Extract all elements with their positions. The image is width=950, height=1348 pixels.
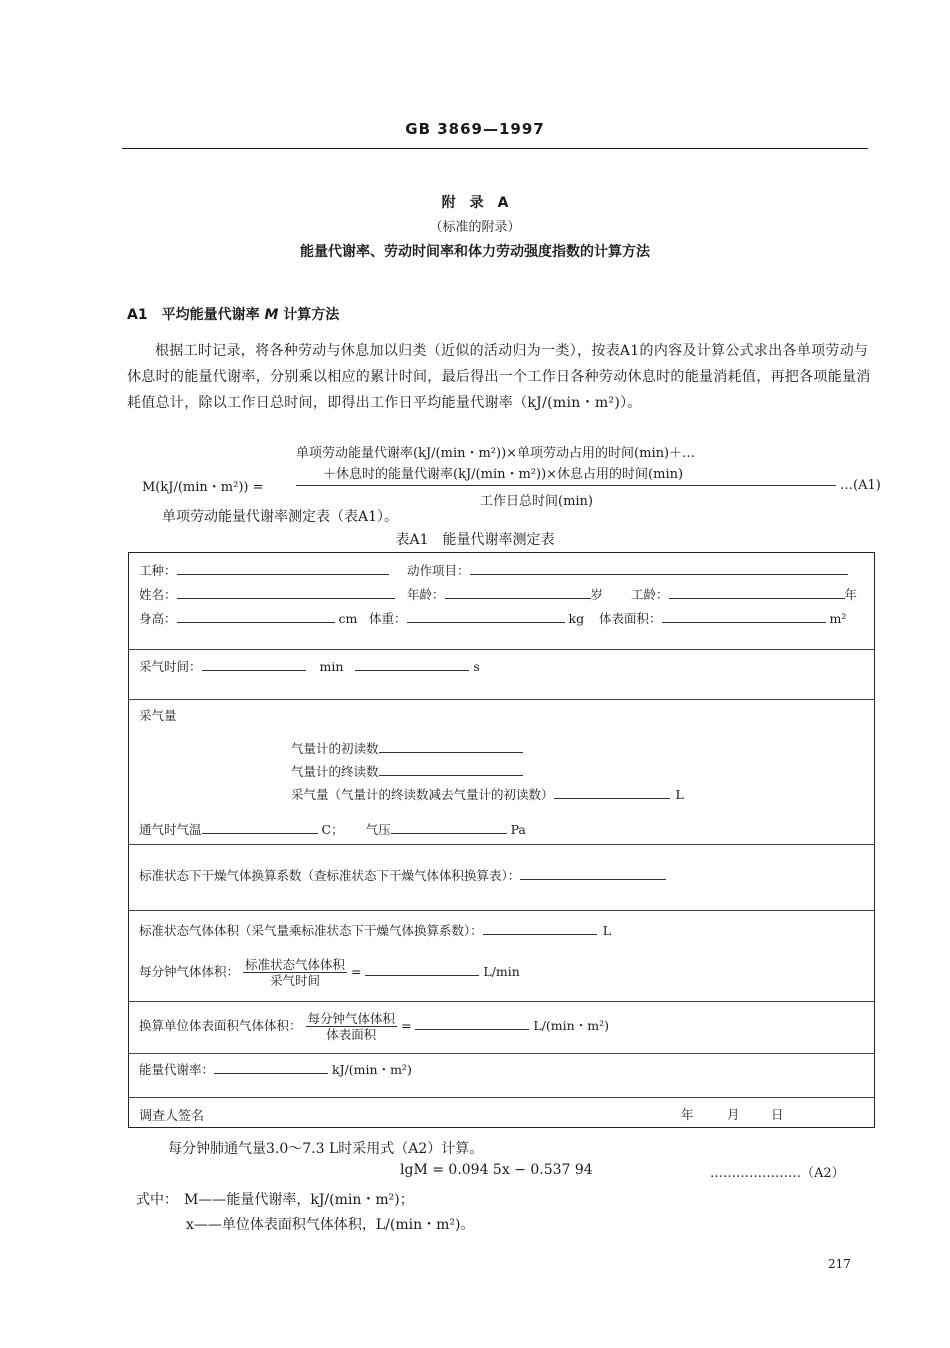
unit-s: s bbox=[473, 659, 480, 674]
blank-height bbox=[177, 610, 335, 623]
metabolic-rate-table bbox=[128, 552, 875, 1128]
section-a1-paragraph: 根据工时记录，将各种劳动与休息加以归类（近似的活动归为一类），按表A1的内容及计算公式求出各单项劳动与休息时的能量代谢率，分别乘以相应的累计时间，最后得出一个工作日各种劳动休息时的能量消耗值，再把各项能量消耗值总计，除以工作日总时间，即得出工作日平均能量代谢率（kJ/(min・m²)）。 bbox=[127, 343, 871, 411]
label-vent-temp: 通气时气温 bbox=[139, 822, 202, 837]
blank-std-volume bbox=[483, 922, 597, 935]
unit-work-years: 年 bbox=[844, 587, 858, 602]
table-divider bbox=[129, 910, 874, 911]
blank-action-item bbox=[470, 562, 848, 575]
blank-age bbox=[445, 586, 591, 599]
formula-a2: lgM = 0.094 5x − 0.537 94 bbox=[400, 1162, 593, 1178]
frac1-numerator: 标准状态气体体积 bbox=[245, 957, 346, 972]
row-height bbox=[139, 609, 357, 627]
unit-kj: kJ/(min・m²) bbox=[332, 1062, 412, 1077]
unit-l-per-min-m2: L/(min・m²) bbox=[533, 1018, 609, 1033]
label-weight: 体重： bbox=[369, 611, 407, 626]
formula-a1-numerator-2: ＋休息时的能量代谢率(kJ/(min・m²))×休息占用的时间(min) bbox=[323, 467, 684, 482]
ventilation-note: 每分钟肺通气量3.0～7.3 L时采用式（A2）计算。 bbox=[168, 1141, 484, 1157]
label-gas-volume: 采气量 bbox=[139, 708, 177, 723]
blank-gas-volume-calc bbox=[554, 786, 670, 799]
blank-weight bbox=[407, 610, 565, 623]
row-vent-temp bbox=[139, 820, 526, 838]
row-meter-initial bbox=[291, 739, 523, 757]
formula-a1-tag: …(A1) bbox=[840, 478, 881, 493]
unit-l: L bbox=[602, 923, 612, 938]
section-a1-heading-var: M bbox=[264, 307, 279, 323]
blank-conv-volume bbox=[415, 1017, 529, 1030]
row-std-coeff bbox=[139, 866, 666, 884]
where-label: 式中： bbox=[136, 1192, 178, 1208]
table-divider bbox=[129, 1001, 874, 1002]
blank-work-type bbox=[177, 562, 389, 575]
label-meter-final: 气量计的终读数 bbox=[291, 764, 379, 779]
label-meter-initial: 气量计的初读数 bbox=[291, 741, 379, 756]
unit-pa: Pa bbox=[510, 822, 526, 837]
row-conv-volume: 换算单位体表面积气体体积： $\frac{\text{每分钟气体体积}}{\text{体表面积}}$ = L/(min・m²) bbox=[139, 1011, 609, 1042]
table-divider bbox=[129, 699, 874, 700]
label-action-item: 动作项目： bbox=[407, 563, 470, 578]
frac2-numerator: 每分钟气体体积 bbox=[307, 1011, 396, 1026]
label-gas-volume-calc: 采气量（气量计的终读数减去气量计的初读数） bbox=[291, 787, 554, 802]
blank-work-years bbox=[669, 586, 845, 599]
blank-meter-final bbox=[379, 763, 523, 776]
table-divider bbox=[129, 1053, 874, 1054]
row-weight bbox=[369, 609, 584, 627]
formula-a1-numerator-1: 单项劳动能量代谢率(kJ/(min・m²))×单项劳动占用的时间(min)＋… bbox=[296, 446, 696, 461]
blank-vent-temp bbox=[202, 821, 318, 834]
label-sampling-time: 采气时间： bbox=[139, 659, 202, 674]
unit-l: L bbox=[675, 787, 684, 802]
label-body-area: 体表面积： bbox=[599, 611, 662, 626]
row-sampling-time bbox=[139, 657, 480, 675]
formula-a1-lhs: M(kJ/(min・m²)) = bbox=[142, 480, 264, 495]
blank-std-coeff bbox=[520, 867, 666, 880]
row-age bbox=[407, 585, 603, 603]
table-divider bbox=[129, 844, 874, 845]
blank-pressure bbox=[391, 821, 507, 834]
unit-height: cm bbox=[338, 611, 358, 626]
unit-min: min bbox=[319, 659, 344, 674]
appendix-subtitle: （标准的附录） bbox=[429, 220, 521, 235]
label-name: 姓名： bbox=[139, 587, 177, 602]
formula-a1-denominator: 工作日总时间(min) bbox=[480, 494, 594, 509]
row-meter-final bbox=[291, 762, 523, 780]
appendix-title: 附 录 A bbox=[441, 195, 509, 211]
label-month: 月 bbox=[727, 1107, 740, 1122]
blank-meter-initial bbox=[379, 740, 523, 753]
unit-weight: kg bbox=[568, 611, 585, 626]
blank-per-min-volume bbox=[365, 963, 479, 976]
appendix-heading: 能量代谢率、劳动时间率和体力劳动强度指数的计算方法 bbox=[300, 244, 650, 260]
table-intro: 单项劳动能量代谢率测定表（表A1）。 bbox=[162, 509, 399, 525]
unit-l-per-min: L/min bbox=[483, 964, 520, 979]
section-a1-heading-prefix: A1 平均能量代谢率 bbox=[127, 307, 260, 323]
label-std-volume: 标准状态气体体积（采气量乘标准状态下干燥气体换算系数）： bbox=[139, 923, 483, 938]
row-gas-volume-calc bbox=[291, 785, 684, 803]
fraction-conv bbox=[306, 1011, 398, 1042]
label-pressure: 气压 bbox=[365, 822, 391, 837]
label-age: 年龄： bbox=[407, 587, 445, 602]
label-investigator: 调查人签名 bbox=[139, 1109, 205, 1124]
table-divider bbox=[129, 1097, 874, 1098]
header-rule bbox=[122, 148, 868, 149]
blank-metabolic-rate bbox=[214, 1061, 328, 1074]
formula-a1-fraction-bar bbox=[296, 485, 836, 486]
definition-m: M——能量代谢率，kJ/(min・m²)； bbox=[184, 1192, 414, 1208]
label-day: 日 bbox=[771, 1107, 784, 1122]
label-work-years: 工龄： bbox=[631, 587, 669, 602]
label-per-min-volume: 每分钟气体体积： bbox=[139, 964, 240, 979]
unit-age: 岁 bbox=[590, 587, 604, 602]
row-per-min-volume: 每分钟气体体积： $\frac{\text{标准状态气体体积}}{\text{采气时间}}$ = L/min bbox=[139, 957, 520, 988]
blank-name bbox=[177, 586, 395, 599]
label-work-type: 工种： bbox=[139, 563, 177, 578]
row-name bbox=[139, 585, 395, 603]
table-divider bbox=[129, 649, 874, 650]
definition-x: x——单位体表面积气体体积，L/(min・m²)。 bbox=[186, 1217, 475, 1233]
unit-body-area: m² bbox=[829, 611, 847, 626]
label-std-coeff: 标准状态下干燥气体换算系数（查标准状态下干燥气体体积换算表）： bbox=[139, 868, 521, 883]
row-work-years bbox=[631, 585, 857, 603]
unit-c: C； bbox=[321, 822, 344, 837]
blank-sampling-min bbox=[202, 658, 306, 671]
label-conv-volume: 换算单位体表面积气体体积： bbox=[139, 1018, 302, 1033]
label-metabolic-rate: 能量代谢率： bbox=[139, 1062, 215, 1077]
formula-a2-tag: …………………（A2） bbox=[710, 1166, 845, 1181]
label-height: 身高： bbox=[139, 611, 177, 626]
table-caption: 表A1 能量代谢率测定表 bbox=[395, 532, 555, 548]
row-metabolic-rate bbox=[139, 1060, 412, 1078]
standard-number: GB 3869—1997 bbox=[405, 120, 545, 138]
row-std-volume bbox=[139, 921, 611, 939]
blank-body-area bbox=[662, 610, 826, 623]
row-work-type bbox=[139, 561, 389, 579]
row-body-area bbox=[599, 609, 846, 627]
fraction-per-min bbox=[243, 957, 347, 988]
page-number: 217 bbox=[828, 1257, 851, 1271]
section-a1-heading-suffix: 计算方法 bbox=[283, 307, 340, 323]
frac2-denominator: 体表面积 bbox=[326, 1027, 377, 1042]
section-a1-heading bbox=[127, 304, 339, 324]
frac1-denominator: 采气时间 bbox=[270, 973, 321, 988]
blank-sampling-s bbox=[355, 658, 469, 671]
label-year: 年 bbox=[681, 1107, 694, 1122]
row-action-item bbox=[407, 561, 848, 579]
